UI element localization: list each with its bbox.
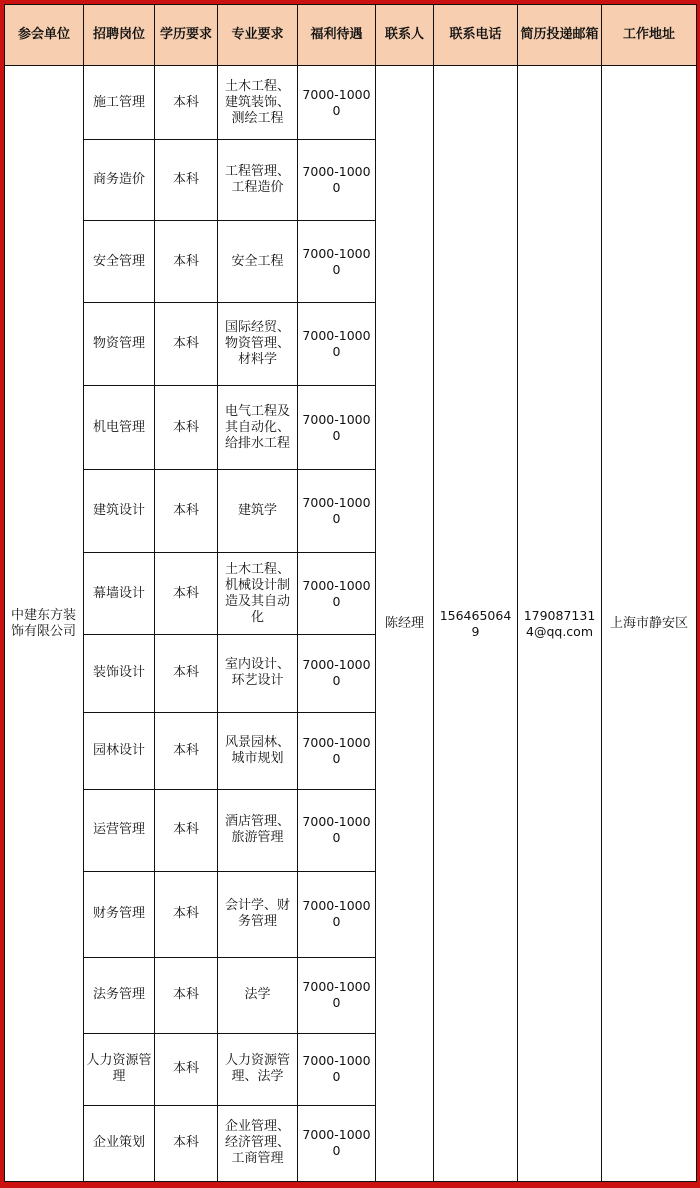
salary-cell: 7000-10000 [298,221,376,303]
header-address: 工作地址 [602,5,697,66]
position-cell: 企业策划 [84,1105,155,1181]
position-cell: 施工管理 [84,66,155,140]
header-email: 简历投递邮箱 [518,5,602,66]
position-cell: 机电管理 [84,386,155,470]
education-cell: 本科 [155,66,218,140]
major-cell: 安全工程 [218,221,298,303]
education-cell: 本科 [155,635,218,712]
major-cell: 人力资源管理、法学 [218,1033,298,1105]
position-cell: 园林设计 [84,712,155,789]
contact-person: 陈经理 [376,66,434,1182]
position-cell: 物资管理 [84,303,155,386]
salary-cell: 7000-10000 [298,470,376,553]
position-cell: 商务造价 [84,140,155,221]
education-cell: 本科 [155,386,218,470]
salary-cell: 7000-10000 [298,871,376,957]
header-position: 招聘岗位 [84,5,155,66]
education-cell: 本科 [155,871,218,957]
header-salary: 福利待遇 [298,5,376,66]
education-cell: 本科 [155,1105,218,1181]
table-row [5,66,697,140]
education-cell: 本科 [155,789,218,871]
salary-cell: 7000-10000 [298,66,376,140]
position-cell: 财务管理 [84,871,155,957]
education-cell: 本科 [155,712,218,789]
header-education: 学历要求 [155,5,218,66]
header-contact: 联系人 [376,5,434,66]
salary-cell: 7000-10000 [298,789,376,871]
work-address: 上海市静安区 [602,66,697,1182]
header-phone: 联系电话 [434,5,518,66]
major-cell: 土木工程、建筑装饰、测绘工程 [218,66,298,140]
company-name: 中建东方装饰有限公司 [5,66,84,1182]
salary-cell: 7000-10000 [298,140,376,221]
salary-cell: 7000-10000 [298,386,376,470]
contact-phone: 1564650649 [434,66,518,1182]
education-cell: 本科 [155,303,218,386]
salary-cell: 7000-10000 [298,957,376,1033]
education-cell: 本科 [155,140,218,221]
salary-cell: 7000-10000 [298,303,376,386]
position-cell: 安全管理 [84,221,155,303]
education-cell: 本科 [155,1033,218,1105]
major-cell: 土木工程、机械设计制造及其自动化 [218,553,298,635]
education-cell: 本科 [155,221,218,303]
major-cell: 风景园林、城市规划 [218,712,298,789]
header-company: 参会单位 [5,5,84,66]
major-cell: 法学 [218,957,298,1033]
salary-cell: 7000-10000 [298,635,376,712]
major-cell: 会计学、财务管理 [218,871,298,957]
major-cell: 室内设计、环艺设计 [218,635,298,712]
position-cell: 建筑设计 [84,470,155,553]
header-row [5,5,697,66]
education-cell: 本科 [155,957,218,1033]
education-cell: 本科 [155,553,218,635]
major-cell: 工程管理、工程造价 [218,140,298,221]
salary-cell: 7000-10000 [298,712,376,789]
salary-cell: 7000-10000 [298,553,376,635]
major-cell: 企业管理、经济管理、工商管理 [218,1105,298,1181]
position-cell: 法务管理 [84,957,155,1033]
position-cell: 人力资源管理 [84,1033,155,1105]
major-cell: 建筑学 [218,470,298,553]
position-cell: 幕墙设计 [84,553,155,635]
resume-email: 1790871314@qq.com [518,66,602,1182]
education-cell: 本科 [155,470,218,553]
recruitment-table [4,4,697,1182]
major-cell: 国际经贸、物资管理、材料学 [218,303,298,386]
major-cell: 酒店管理、旅游管理 [218,789,298,871]
position-cell: 运营管理 [84,789,155,871]
salary-cell: 7000-10000 [298,1105,376,1181]
header-major: 专业要求 [218,5,298,66]
position-cell: 装饰设计 [84,635,155,712]
salary-cell: 7000-10000 [298,1033,376,1105]
major-cell: 电气工程及其自动化、给排水工程 [218,386,298,470]
